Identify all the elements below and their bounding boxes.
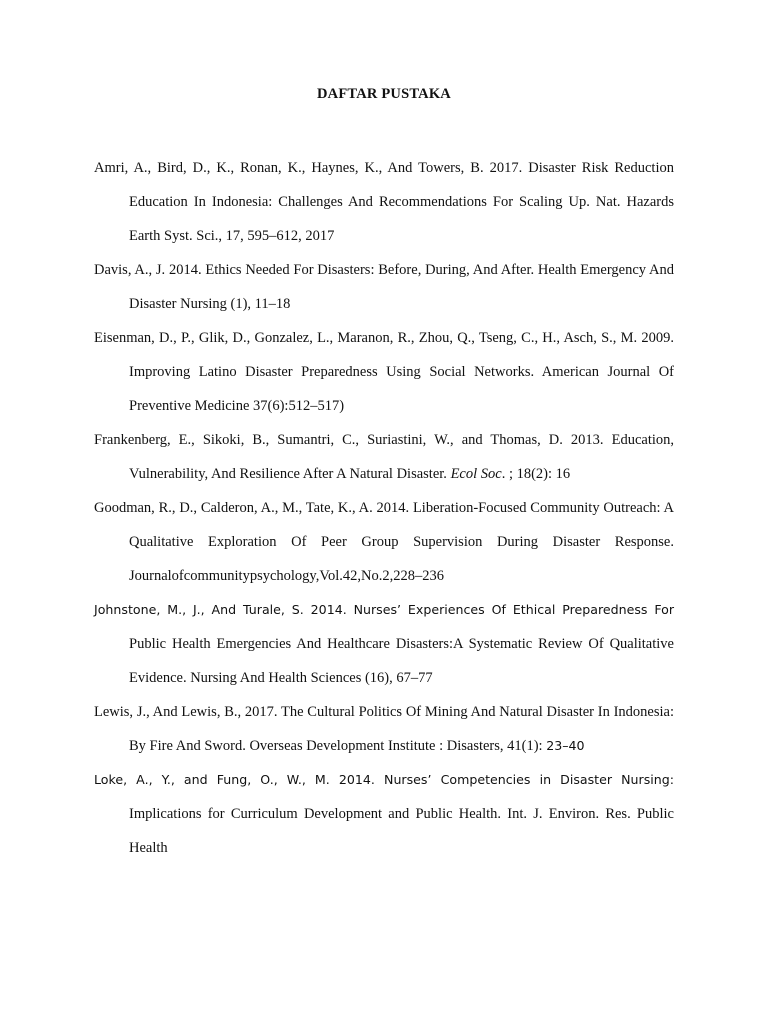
reference-item: [94, 491, 674, 593]
reference-text-lead: Johnstone, M., J., And Turale, S. 2014. Nurses’ Experiences Of Ethical Preparedness For: [94, 602, 674, 617]
reference-item: [94, 253, 674, 321]
reference-text: Public Health Emergencies And Healthcare Disasters:A Systematic Review Of Qualitative Evidence. Nursing And Health Sciences (16), 67–77: [129, 636, 674, 686]
journal-name: Ecol Soc: [450, 466, 502, 482]
reference-text: Lewis, J., And Lewis, B., 2017. The Cultural Politics Of Mining And Natural Disaster In Indonesia: By Fire And Sword. Overseas Development Institute : Disasters, 41(1):: [94, 704, 674, 754]
page-title: DAFTAR PUSTAKA: [317, 86, 451, 102]
reference-item: [94, 321, 674, 423]
reference-text-end: . ; 18(2): 16: [501, 466, 571, 482]
reference-text-lead: Loke, A., Y., and Fung, O., W., M. 2014. Nurses’ Competencies in Disaster Nursing:: [94, 772, 674, 787]
reference-text: Frankenberg, E., Sikoki, B., Sumantri, C., Suriastini, W., and Thomas, D. 2013. Education, Vulnerability, And Resilience After A Natural Disaster.: [94, 432, 674, 482]
reference-text: Davis, A., J. 2014. Ethics Needed For Disasters: Before, During, And After. Health Emergency And Disaster Nursing (1), 11–18: [94, 262, 674, 312]
reference-pages: 23–40: [546, 738, 585, 753]
reference-text: Eisenman, D., P., Glik, D., Gonzalez, L., Maranon, R., Zhou, Q., Tseng, C., H., Asch, S., M. 2009. Improving Latino Disaster Preparedness Using Social Networks. American Journal Of Preventive Medicine 37(6):512–517): [94, 330, 674, 414]
reference-item: [94, 763, 674, 865]
reference-text: Amri, A., Bird, D., K., Ronan, K., Haynes, K., And Towers, B. 2017. Disaster Risk Reduction Education In Indonesia: Challenges And Recommendations For Scaling Up. Nat. Hazards Earth Syst. Sci., 17, 595–612, 2017: [94, 160, 674, 244]
reference-text: Goodman, R., D., Calderon, A., M., Tate, K., A. 2014. Liberation-Focused Community Outreach: A Qualitative Exploration Of Peer Group Supervision During Disaster Response. Journalofcommunitypsychology,Vol.42,No.2,228–236: [94, 500, 674, 584]
reference-item: [94, 593, 674, 695]
reference-list: [94, 151, 674, 865]
reference-item: [94, 695, 674, 763]
reference-item: [94, 423, 674, 491]
reference-item: [94, 151, 674, 253]
reference-text: Implications for Curriculum Development and Public Health. Int. J. Environ. Res. Public Health: [129, 806, 674, 856]
